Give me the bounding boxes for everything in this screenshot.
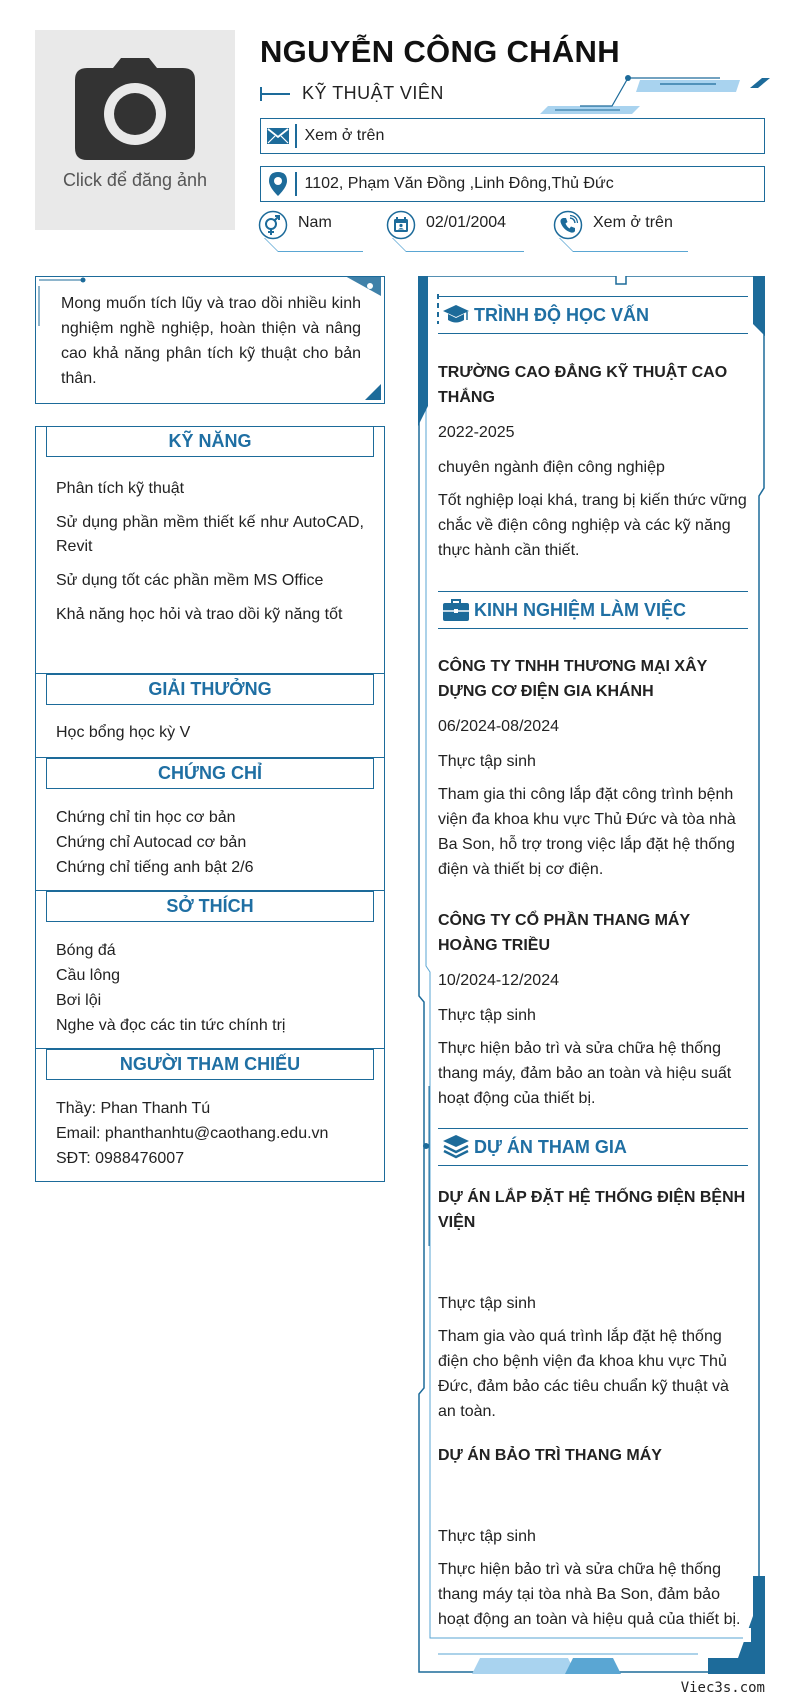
graduation-cap-icon	[443, 305, 469, 325]
site-watermark: Viec3s.com	[680, 1680, 765, 1696]
envelope-icon	[267, 128, 289, 144]
education-heading: TRÌNH ĐỘ HỌC VẤN	[474, 304, 649, 325]
email-row	[260, 118, 765, 154]
hobby-item: Nghe và đọc các tin tức chính trị	[56, 1017, 286, 1034]
experience-heading-bar	[438, 591, 748, 629]
project-name: DỰ ÁN BẢO TRÌ THANG MÁY	[438, 1447, 662, 1464]
objective-text: Mong muốn tích lũy và trao dồi nhiều kinh nghiệm nghề nghiệp, hoàn thiện và nâng cao khả năng phân tích kỹ thuật cho bản thân.	[61, 295, 361, 387]
underline-decoration	[573, 238, 688, 252]
company-name: CÔNG TY TNHH THƯƠNG MẠI XÂY DỰNG CƠ ĐIỆN GIA KHÁNH	[438, 658, 708, 700]
project-description: Tham gia vào quá trình lắp đặt hệ thống điện cho bệnh viện đa khoa khu vực Thủ Đức, đảm bảo các tiêu chuẩn kỹ thuật và an toàn.	[438, 1328, 729, 1420]
company-name: CÔNG TY CỔ PHẦN THANG MÁY HOÀNG TRIỀU	[438, 912, 690, 954]
project-entry	[438, 1443, 748, 1632]
phone-field	[553, 210, 673, 240]
birthday-value: 02/01/2004	[426, 214, 507, 231]
candidate-name: NGUYỄN CÔNG CHÁNH	[260, 34, 620, 69]
hobbies-heading: SỞ THÍCH	[46, 891, 374, 922]
skills-heading: KỸ NĂNG	[46, 426, 374, 457]
address-value: 1102, Phạm Văn Đồng ,Linh Đông,Thủ Đức	[304, 175, 614, 192]
references-heading: NGƯỜI THAM CHIẾU	[46, 1049, 374, 1080]
camera-icon	[75, 58, 195, 160]
job-title: KỸ THUẬT VIÊN	[302, 83, 444, 103]
experience-role: Thực tập sinh	[438, 753, 536, 770]
skill-item: Phân tích kỹ thuật	[56, 480, 185, 497]
title-line	[260, 93, 290, 95]
skill-item: Sử dụng phần mềm thiết kế như AutoCAD, Revit	[56, 514, 364, 555]
experience-period: 06/2024-08/2024	[438, 718, 559, 735]
job-title-row	[260, 83, 444, 104]
gender-value: Nam	[298, 214, 332, 231]
experience-role: Thực tập sinh	[438, 1007, 536, 1024]
reference-item: Thầy: Phan Thanh Tú	[56, 1100, 211, 1117]
certificate-item: Chứng chỉ tin học cơ bản	[56, 809, 236, 826]
hobby-item: Bóng đá	[56, 942, 116, 959]
school-name: TRƯỜNG CAO ĐẲNG KỸ THUẬT CAO THẮNG	[438, 364, 728, 406]
certificates-section	[35, 757, 385, 891]
skill-item: Sử dụng tốt các phần mềm MS Office	[56, 572, 324, 589]
project-name: DỰ ÁN LẮP ĐẶT HỆ THỐNG ĐIỆN BỆNH VIỆN	[438, 1189, 746, 1231]
certificate-item: Chứng chỉ tiếng anh bật 2/6	[56, 859, 254, 876]
certificates-heading: CHỨNG CHỈ	[46, 758, 374, 789]
project-description: Thực hiện bảo trì và sửa chữa hệ thống thang máy tại tòa nhà Ba Son, đảm bảo hoạt động an toàn và hiệu quả của thiết bị.	[438, 1561, 741, 1628]
email-value: Xem ở trên	[304, 127, 385, 144]
career-objective	[35, 276, 385, 404]
calendar-icon	[386, 210, 416, 240]
awards-heading: GIẢI THƯỞNG	[46, 674, 374, 705]
awards-section	[35, 673, 385, 758]
birthday-field	[386, 210, 506, 240]
certificate-item: Chứng chỉ Autocad cơ bản	[56, 834, 247, 851]
experience-entry	[438, 654, 748, 882]
briefcase-icon	[443, 599, 469, 621]
education-period: 2022-2025	[438, 424, 515, 441]
references-section	[35, 1048, 385, 1182]
experience-description: Thực hiện bảo trì và sửa chữa hệ thống thang máy, đảm bảo an toàn và hiệu suất hoạt động của thiết bị.	[438, 1040, 732, 1107]
award-item: Học bổng học kỳ V	[56, 724, 191, 741]
photo-upload[interactable]	[35, 30, 235, 230]
projects-heading: DỰ ÁN THAM GIA	[474, 1136, 627, 1157]
separator	[295, 172, 297, 196]
skills-section	[35, 426, 385, 674]
experience-description: Tham gia thi công lắp đặt công trình bệnh viện đa khoa khu vực Thủ Đức và tòa nhà Ba Son, hỗ trợ trong việc lắp đặt hệ thống điện và thiết bị cơ điện.	[438, 786, 736, 878]
project-entry	[438, 1185, 748, 1424]
education-major: chuyên ngành điện công nghiệp	[438, 459, 665, 476]
phone-icon	[553, 210, 583, 240]
address-row	[260, 166, 765, 202]
hobby-item: Cầu lông	[56, 967, 121, 984]
gender-icon	[258, 210, 288, 240]
map-pin-icon	[269, 172, 287, 196]
phone-value: Xem ở trên	[593, 214, 673, 231]
underline-decoration	[406, 238, 524, 252]
experience-entry	[438, 908, 748, 1111]
reference-item: SĐT: 0988476007	[56, 1150, 185, 1167]
education-entry	[438, 360, 748, 563]
underline-decoration	[278, 238, 363, 252]
gender-field	[258, 210, 332, 240]
education-description: Tốt nghiệp loại khá, trang bị kiến thức vững chắc về điện công nghiệp và các kỹ năng thực hành cần thiết.	[438, 492, 747, 559]
experience-heading: KINH NGHIỆM LÀM VIỆC	[474, 599, 687, 620]
header-decoration	[540, 70, 770, 116]
reference-item: Email: phanthanhtu@caothang.edu.vn	[56, 1125, 329, 1142]
education-heading-bar	[438, 296, 748, 334]
hobbies-section	[35, 890, 385, 1049]
layers-icon	[443, 1135, 469, 1159]
project-role: Thực tập sinh	[438, 1295, 536, 1312]
hobby-item: Bơi lội	[56, 992, 102, 1009]
project-role: Thực tập sinh	[438, 1528, 536, 1545]
separator	[295, 124, 297, 148]
photo-label: Click để đăng ảnh	[62, 170, 208, 190]
experience-period: 10/2024-12/2024	[438, 972, 559, 989]
skill-item: Khả năng học hỏi và trao dồi kỹ năng tốt	[56, 606, 343, 623]
projects-heading-bar	[438, 1128, 748, 1166]
